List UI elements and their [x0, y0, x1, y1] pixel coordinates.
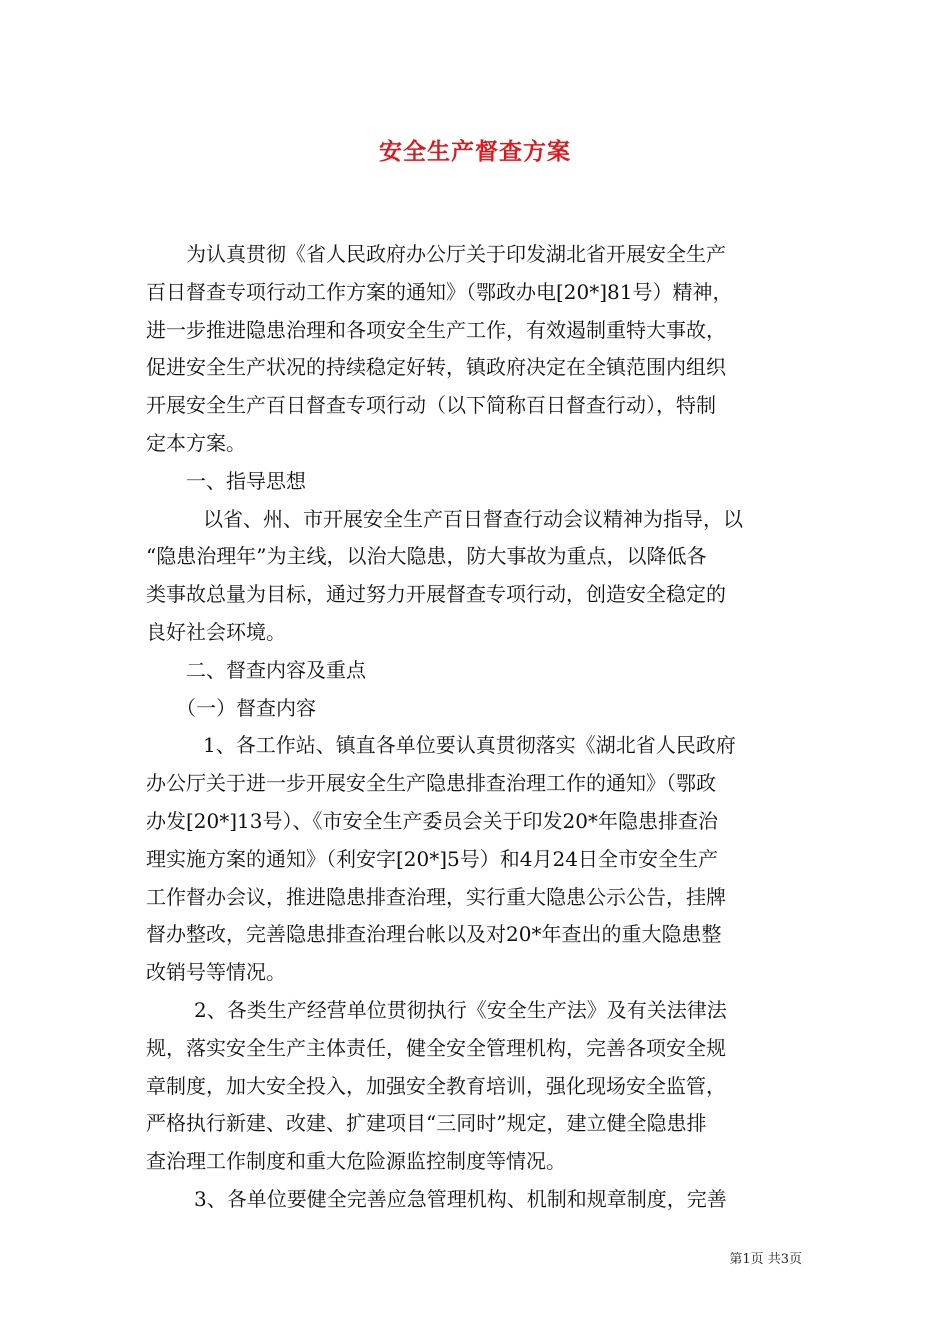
paragraph-line: 以省、州、市开展安全生产百日督查行动会议精神为指导，以: [203, 506, 743, 531]
page-number: 第1页 共3页: [729, 1252, 802, 1267]
subsection-heading: （一）督查内容: [176, 695, 316, 720]
paragraph-line: “隐患治理年”为主线，以治大隐患，防大事故为重点，以降低各: [146, 544, 707, 569]
paragraph-line: 办公厅关于进一步开展安全生产隐患排查治理工作的通知》（鄂政: [146, 771, 716, 796]
document-body: [146, 236, 806, 1219]
paragraph-line: 开展安全生产百日督查专项行动（以下简称百日督查行动），特制: [146, 393, 716, 418]
paragraph-line: 3、各单位要健全完善应急管理机构、机制和规章制度，完善: [194, 1186, 727, 1211]
paragraph-line: 章制度，加大安全投入，加强安全教育培训，强化现场安全监管，: [146, 1073, 726, 1098]
paragraph-line: 百日督查专项行动工作方案的通知》（鄂政办电[20*]81号）精神，: [146, 279, 733, 304]
paragraph-line: 促进安全生产状况的持续稳定好转，镇政府决定在全镇范围内组织: [146, 355, 726, 380]
paragraph-line: 工作督办会议，推进隐患排查治理，实行重大隐患公示公告，挂牌: [146, 884, 726, 909]
paragraph-line: 严格执行新建、改建、扩建项目“三同时”规定，建立健全隐患排: [146, 1111, 707, 1136]
paragraph-line: 类事故总量为目标，通过努力开展督查专项行动，创造安全稳定的: [146, 582, 726, 607]
section-heading: 二、督查内容及重点: [186, 657, 366, 682]
document-title: 安全生产督查方案: [379, 138, 571, 165]
paragraph-line: 办发[20*]13号）、《市安全生产委员会关于印发20*年隐患排查治: [146, 808, 718, 833]
paragraph-line: 进一步推进隐患治理和各项安全生产工作，有效遏制重特大事故，: [146, 317, 726, 342]
paragraph-line: 为认真贯彻《省人民政府办公厅关于印发湖北省开展安全生产: [186, 242, 726, 266]
paragraph-line: 定本方案。: [146, 430, 246, 455]
section-heading: 一、指导思想: [186, 468, 306, 493]
paragraph-line: 督办整改，完善隐患排查治理台帐以及对20*年查出的重大隐患整: [146, 922, 722, 947]
paragraph-line: 良好社会环境。: [146, 619, 286, 644]
paragraph-line: 规，落实安全生产主体责任，健全安全管理机构，完善各项安全规: [146, 1035, 726, 1060]
paragraph-line: 2、各类生产经营单位贯彻执行《安全生产法》及有关法律法: [194, 997, 727, 1022]
paragraph-line: 理实施方案的通知》（利安字[20*]5号）和4月24日全市安全生产: [146, 846, 718, 871]
paragraph-line: 1、各工作站、镇直各单位要认真贯彻落实《湖北省人民政府: [203, 733, 736, 758]
paragraph-line: 查治理工作制度和重大危险源监控制度等情况。: [146, 1149, 566, 1174]
paragraph-line: 改销号等情况。: [146, 960, 286, 985]
